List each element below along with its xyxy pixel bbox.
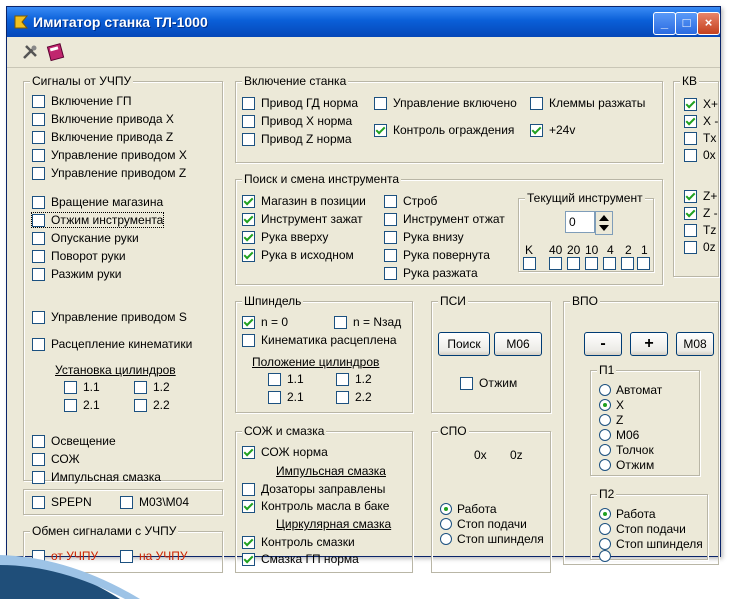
coolant-group xyxy=(235,424,413,573)
checkbox xyxy=(242,249,255,262)
label: Z - xyxy=(703,206,718,220)
label: Толчок xyxy=(616,443,654,457)
checkbox xyxy=(334,316,347,329)
cb-pos-2-1[interactable] xyxy=(268,390,304,404)
checkbox xyxy=(384,231,397,244)
cb-coolant-norm[interactable] xyxy=(242,445,328,459)
label: Отжим xyxy=(616,458,655,472)
toolbar xyxy=(7,37,720,68)
cb-psi-otzhim[interactable] xyxy=(460,376,517,390)
psi-title: ПСИ xyxy=(440,294,466,308)
label: 1.1 xyxy=(287,372,304,386)
machine-on-group xyxy=(235,74,663,163)
checkbox xyxy=(336,373,349,386)
cb-kv-xplus[interactable] xyxy=(684,97,718,111)
spo-title: СПО xyxy=(440,424,467,438)
label: Работа xyxy=(457,502,497,516)
checkbox xyxy=(32,95,45,108)
label: 0z xyxy=(703,240,716,254)
label: X+ xyxy=(703,97,719,111)
label: от УЧПУ xyxy=(51,549,99,563)
cb-magazine[interactable] xyxy=(32,195,163,209)
checkbox xyxy=(242,115,255,128)
cb-mag-pos[interactable] xyxy=(242,194,366,208)
cb-kv-xminus[interactable] xyxy=(684,114,718,128)
bit-box-2[interactable] xyxy=(621,257,634,270)
label: Управление приводом S xyxy=(51,310,187,324)
label: Поворот руки xyxy=(51,249,126,263)
cb-drive-x[interactable] xyxy=(32,112,174,126)
label: Контроль масла в баке xyxy=(261,499,390,513)
label: Включение ГП xyxy=(51,94,132,108)
cb-tool-released[interactable] xyxy=(384,212,505,226)
cb-gp[interactable] xyxy=(32,94,132,108)
cb-ctrl-on[interactable] xyxy=(374,96,517,110)
checkbox xyxy=(32,250,45,263)
label: Освещение xyxy=(51,434,116,448)
label: Стоп подачи xyxy=(616,522,686,536)
cb-strobe[interactable] xyxy=(384,194,437,208)
p2-title: П2 xyxy=(599,487,615,501)
cb-m03-m04[interactable] xyxy=(120,495,189,509)
plus-button[interactable]: + xyxy=(630,332,668,356)
m06-button[interactable]: M06 xyxy=(494,332,542,356)
psi-group xyxy=(431,294,551,413)
label: Управление приводом X xyxy=(51,148,187,162)
label: Включение привода Z xyxy=(51,130,174,144)
label: Стоп шпинделя xyxy=(616,537,703,551)
cb-pos-1-2[interactable] xyxy=(336,372,372,386)
tool-change-group xyxy=(235,172,663,285)
cb-kv-0x[interactable] xyxy=(684,148,716,162)
bit-label-10: 10 xyxy=(585,243,599,257)
checkbox xyxy=(242,316,255,329)
exchange-title: Обмен сигналами с УЧПУ xyxy=(32,524,177,538)
label: Строб xyxy=(403,194,438,208)
label: 1.1 xyxy=(83,380,100,394)
label: Tz xyxy=(703,223,717,237)
label: Инструмент зажат xyxy=(261,212,363,226)
label: Автомат xyxy=(616,383,663,397)
rb-spo-stop-feed[interactable] xyxy=(440,517,527,531)
close-button[interactable]: × xyxy=(697,12,720,35)
checkbox xyxy=(32,167,45,180)
label: Управление включено xyxy=(393,96,517,110)
label: Привод Z норма xyxy=(261,132,352,146)
book-icon[interactable] xyxy=(45,41,67,63)
checkbox xyxy=(684,149,697,162)
bit-box-20[interactable] xyxy=(567,257,580,270)
checkbox xyxy=(684,207,697,220)
checkbox xyxy=(134,381,147,394)
radio xyxy=(440,533,452,545)
cb-arm-up[interactable] xyxy=(242,230,328,244)
checkbox xyxy=(268,391,281,404)
checkbox xyxy=(374,97,387,110)
cb-pos-1-1[interactable] xyxy=(268,372,304,386)
checkbox xyxy=(32,311,45,324)
rb-spo-work[interactable] xyxy=(440,502,497,516)
cb-kv-0z[interactable] xyxy=(684,240,716,254)
checkbox xyxy=(64,399,77,412)
checkbox xyxy=(32,496,45,509)
label: Смазка ГП норма xyxy=(261,552,359,566)
radio xyxy=(599,399,611,411)
checkbox xyxy=(530,124,543,137)
label: 0x xyxy=(703,148,716,162)
bit-label-1: 1 xyxy=(641,243,648,257)
spo-group xyxy=(431,424,551,573)
cb-cyl-2-1[interactable] xyxy=(64,398,100,412)
cb-arm-unclamped[interactable] xyxy=(384,266,478,280)
cb-light[interactable] xyxy=(32,434,116,448)
radio xyxy=(440,518,452,530)
label: Работа xyxy=(616,507,656,521)
checkbox xyxy=(684,224,697,237)
label: Рука разжата xyxy=(403,266,478,280)
checkbox xyxy=(32,268,45,281)
title-bar[interactable] xyxy=(7,7,720,37)
vpo-group xyxy=(563,294,719,565)
cb-arm-home[interactable] xyxy=(242,248,354,262)
label: Рука вверху xyxy=(261,230,329,244)
cb-kv-zplus[interactable] xyxy=(684,189,717,203)
checkbox xyxy=(120,496,133,509)
radio xyxy=(599,384,611,396)
label: 1.2 xyxy=(153,380,170,394)
checkbox xyxy=(64,381,77,394)
checkbox xyxy=(242,536,255,549)
cb-guard[interactable] xyxy=(374,123,514,137)
cb-n0[interactable] xyxy=(242,315,288,329)
cb-pulse-lube[interactable] xyxy=(32,470,161,484)
kv-title: КВ xyxy=(682,74,697,88)
checkbox xyxy=(32,214,45,227)
checkbox xyxy=(32,471,45,484)
vpo-title: ВПО xyxy=(572,294,598,308)
label: 2.2 xyxy=(153,398,170,412)
label: Рука в исходном xyxy=(261,248,354,262)
current-tool-title: Текущий инструмент xyxy=(527,191,643,205)
label: M03\M04 xyxy=(139,495,190,509)
radio xyxy=(599,444,611,456)
checkbox xyxy=(684,115,697,128)
label: Инструмент отжат xyxy=(403,212,505,226)
cb-coolant[interactable] xyxy=(32,452,80,466)
bit-box-10[interactable] xyxy=(585,257,598,270)
label: СОЖ норма xyxy=(261,445,328,459)
label: Стоп подачи xyxy=(457,517,527,531)
label: Дозаторы заправлены xyxy=(261,482,386,496)
rb-p1-m06[interactable] xyxy=(599,428,639,442)
uchpu-signals-group xyxy=(23,74,223,484)
label: Разжим руки xyxy=(51,267,122,281)
cb-ctrl-s[interactable] xyxy=(32,310,187,324)
label: 1.2 xyxy=(355,372,372,386)
cb-tool-clamped[interactable] xyxy=(242,212,363,226)
p1-title: П1 xyxy=(599,363,615,377)
label: Отжим xyxy=(479,376,518,390)
cb-kv-tx[interactable] xyxy=(684,131,716,145)
cb-ctrl-x[interactable] xyxy=(32,148,187,162)
label: СОЖ xyxy=(51,452,80,466)
cb-terminals[interactable] xyxy=(530,96,645,110)
label: Z xyxy=(616,413,624,427)
rb-p2-work[interactable] xyxy=(599,507,656,521)
label: n = 0 xyxy=(261,315,289,329)
checkbox xyxy=(268,373,281,386)
bit-label-20: 20 xyxy=(567,243,581,257)
checkbox xyxy=(460,377,473,390)
checkbox xyxy=(242,133,255,146)
radio xyxy=(599,508,611,520)
checkbox xyxy=(32,435,45,448)
label: Рука внизу xyxy=(403,230,464,244)
current-tool-group xyxy=(518,191,654,272)
radio xyxy=(599,523,611,535)
radio xyxy=(599,459,611,471)
checkbox xyxy=(684,132,697,145)
label: SPEPN xyxy=(51,495,92,509)
current-tool-input[interactable] xyxy=(565,211,595,233)
bit-box-k[interactable] xyxy=(523,257,536,270)
main-window xyxy=(6,6,721,566)
cb-cyl-2-2[interactable] xyxy=(134,398,170,412)
current-tool-value: 0 xyxy=(569,215,576,229)
rb-p2-empty[interactable] xyxy=(599,550,616,562)
cb-lube-control[interactable] xyxy=(242,535,355,549)
cb-cyl-1-2[interactable] xyxy=(134,380,170,394)
cb-arm-rotate[interactable] xyxy=(32,249,126,263)
label: n = Nзад xyxy=(353,315,402,329)
search-button[interactable]: Поиск xyxy=(438,332,490,356)
bit-label-4: 4 xyxy=(607,243,614,257)
rb-p1-x[interactable] xyxy=(599,398,624,412)
label: Опускание руки xyxy=(51,231,139,245)
checkbox xyxy=(242,195,255,208)
coolant-title: СОЖ и смазка xyxy=(244,424,325,438)
label: на УЧПУ xyxy=(139,549,188,563)
rb-p2-stop-feed[interactable] xyxy=(599,522,686,536)
checkbox xyxy=(32,196,45,209)
cb-drive-z[interactable] xyxy=(32,130,173,144)
checkbox xyxy=(684,190,697,203)
checkbox xyxy=(384,213,397,226)
label: Расцепление кинематики xyxy=(51,337,193,351)
label: 2.1 xyxy=(83,398,100,412)
rb-p1-z[interactable] xyxy=(599,413,623,427)
checkbox xyxy=(530,97,543,110)
cyl-position-title: Положение цилиндров xyxy=(252,355,380,369)
p2-group xyxy=(590,487,708,560)
bit-label-k: K xyxy=(525,243,534,257)
checkbox xyxy=(32,113,45,126)
radio xyxy=(599,550,611,562)
bit-box-4[interactable] xyxy=(603,257,616,270)
rb-p1-jog[interactable] xyxy=(599,443,654,457)
label: X - xyxy=(703,114,719,128)
label: Контроль ограждения xyxy=(393,123,515,137)
checkbox xyxy=(684,241,697,254)
label: Импульсная смазка xyxy=(51,470,161,484)
label: +24v xyxy=(549,123,576,137)
app-icon xyxy=(13,14,29,30)
cb-x-norm[interactable] xyxy=(242,114,352,128)
cb-arm-down[interactable] xyxy=(32,231,139,245)
tool-change-title: Поиск и смена инструмента xyxy=(244,172,399,186)
cb-nzad[interactable] xyxy=(334,315,401,329)
cb-pos-2-2[interactable] xyxy=(336,390,372,404)
kv-group xyxy=(673,74,719,277)
machine-on-title: Включение станка xyxy=(244,74,347,88)
p1-group xyxy=(590,363,700,476)
bit-label-2: 2 xyxy=(625,243,632,257)
cb-spepn[interactable] xyxy=(32,495,92,509)
label: 2.1 xyxy=(287,390,304,404)
bit-label-40: 40 xyxy=(549,243,563,257)
checkbox xyxy=(242,553,255,566)
cb-gp-lube[interactable] xyxy=(242,552,359,566)
decorative-swoosh xyxy=(0,555,200,599)
pulse-lube-title: Импульсная смазка xyxy=(276,464,386,478)
current-tool-spinner[interactable] xyxy=(595,211,613,235)
spinner-arrows-icon xyxy=(596,212,612,234)
cb-kinematics[interactable] xyxy=(32,337,192,351)
m08-button[interactable]: M08 xyxy=(676,332,714,356)
cb-kv-tz[interactable] xyxy=(684,223,716,237)
checkbox xyxy=(32,149,45,162)
cb-z-norm[interactable] xyxy=(242,132,352,146)
checkbox xyxy=(242,483,255,496)
checkbox xyxy=(134,399,147,412)
spepn-group xyxy=(23,489,223,515)
checkbox xyxy=(384,249,397,262)
uchpu-title: Сигналы от УЧПУ xyxy=(32,74,132,88)
cb-kin-released[interactable] xyxy=(242,333,397,347)
cb-dispensers[interactable] xyxy=(242,482,385,496)
minimize-button[interactable]: _ xyxy=(653,12,676,35)
checkbox xyxy=(32,131,45,144)
rb-p2-stop-spindle[interactable] xyxy=(599,537,703,551)
cb-24v[interactable] xyxy=(530,123,575,137)
bit-box-1[interactable] xyxy=(637,257,650,270)
label: Кинематика расцеплена xyxy=(261,333,397,347)
label: Привод X норма xyxy=(261,114,353,128)
checkbox xyxy=(384,267,397,280)
cb-tool-release[interactable] xyxy=(32,213,163,227)
label: Отжим инструмента xyxy=(51,213,164,227)
label: 2.2 xyxy=(355,390,372,404)
rb-p1-otzhim[interactable] xyxy=(599,458,654,472)
checkbox xyxy=(32,453,45,466)
spo-0x: 0x xyxy=(474,448,487,462)
label: Вращение магазина xyxy=(51,195,164,209)
tools-icon[interactable] xyxy=(19,41,41,63)
cb-cyl-1-1[interactable] xyxy=(64,380,100,394)
label: Управление приводом Z xyxy=(51,166,187,180)
cb-arm-rotated[interactable] xyxy=(384,248,490,262)
spo-0z: 0z xyxy=(510,448,523,462)
label: Стоп шпинделя xyxy=(457,532,544,546)
label: Контроль смазки xyxy=(261,535,355,549)
checkbox xyxy=(336,391,349,404)
checkbox xyxy=(32,232,45,245)
cb-gd-norm[interactable] xyxy=(242,96,358,110)
label: Привод ГД норма xyxy=(261,96,359,110)
maximize-button[interactable]: □ xyxy=(675,12,698,35)
checkbox xyxy=(374,124,387,137)
label: Магазин в позиции xyxy=(261,194,366,208)
cb-kv-zminus[interactable] xyxy=(684,206,718,220)
label: Клеммы разжаты xyxy=(549,96,646,110)
cyl-install-title: Установка цилиндров xyxy=(55,363,176,377)
circ-lube-title: Циркулярная смазка xyxy=(276,517,392,531)
checkbox xyxy=(684,98,697,111)
label: Tx xyxy=(703,131,717,145)
checkbox xyxy=(242,97,255,110)
minus-button[interactable]: - xyxy=(584,332,622,356)
checkbox xyxy=(242,500,255,513)
checkbox xyxy=(242,334,255,347)
bit-box-40[interactable] xyxy=(549,257,562,270)
window-title: Имитатор станка ТЛ-1000 xyxy=(33,14,208,30)
checkbox xyxy=(242,446,255,459)
checkbox xyxy=(242,213,255,226)
checkbox xyxy=(242,231,255,244)
label: Z+ xyxy=(703,189,718,203)
checkbox xyxy=(32,338,45,351)
radio xyxy=(440,503,452,515)
label: Рука повернута xyxy=(403,248,490,262)
label: Включение привода X xyxy=(51,112,174,126)
radio xyxy=(599,429,611,441)
radio xyxy=(599,414,611,426)
rb-spo-stop-spindle[interactable] xyxy=(440,532,544,546)
cb-ctrl-z[interactable] xyxy=(32,166,186,180)
radio xyxy=(599,538,611,550)
spindle-title: Шпиндель xyxy=(244,294,302,308)
cb-arm-unclamp[interactable] xyxy=(32,267,121,281)
label: X xyxy=(616,398,625,412)
cb-oil-level[interactable] xyxy=(242,499,389,513)
cb-arm-bottom[interactable] xyxy=(384,230,464,244)
spindle-group xyxy=(235,294,413,413)
label: M06 xyxy=(616,428,640,442)
checkbox xyxy=(384,195,397,208)
rb-p1-auto[interactable] xyxy=(599,383,662,397)
